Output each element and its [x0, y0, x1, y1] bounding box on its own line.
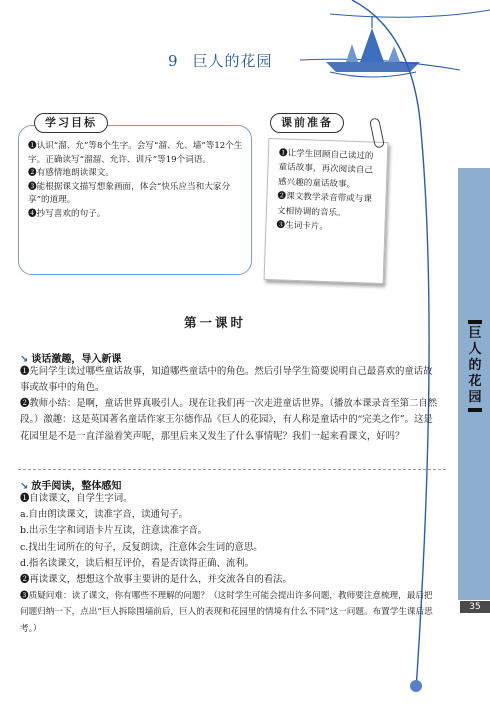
learning-goals-list: [28, 140, 250, 222]
preparation-list: [276, 146, 379, 236]
reading-step: b.出示生字和词语卡片互读，注意读准字音。: [20, 525, 208, 537]
reading-step: ❷再读课文，想想这个故事主要讲的是什么，并交流各自的看法。: [20, 574, 292, 586]
decor-top-curve: [330, 10, 490, 17]
preparation-label: 课前准备: [270, 113, 344, 133]
section-divider: [18, 469, 446, 470]
reading-step: c.找出生词所在的句子，反复朗读，注意体会生词的意思。: [20, 541, 263, 553]
section-heading-reading: [20, 477, 121, 492]
reading-step: a.自由朗读课文，读准字音，读通句子。: [20, 509, 188, 521]
learning-goals-label: 学习目标: [34, 113, 108, 133]
decor-bottom-dot: [410, 680, 422, 692]
lesson-title-text: 巨人的花园: [192, 52, 273, 70]
lesson-number: 9: [168, 52, 179, 70]
lesson-title: [168, 50, 273, 71]
prep-item: ❶让学生回顾自己读过的童话故事，再次阅读自己感兴趣的童话故事。: [277, 148, 374, 190]
goal-item: ❷有感情地朗读课文。: [28, 168, 114, 179]
side-tab-bar-top: [468, 320, 482, 324]
intro-paragraph-1: ❶先问学生读过哪些童话故事，知道哪些童话中的角色。然后引导学生简要说明自己最喜欢的童话故事或故事中的角色。: [20, 366, 433, 394]
side-tab-char: 人: [468, 342, 482, 357]
reading-step: ❸质疑问难：读了课文，你有哪些不理解的问题？（这时学生可能会提出许多问题，教师要注意梳理，最后把问题归纳一下，点出“巨人拆除围墙前后，巨人的表现和花园里的情境有什么不同”这一问题。布置学生课后思考。）: [20, 591, 433, 634]
goal-item: ❶认识“溜、允”等8个生字。会写“溜、允、墙”等12个生字。正确读写“溜溜、允许、训斥”等19个词语。: [28, 141, 243, 165]
prep-item: ❷课文教学录音带或与课文相协调的音乐。: [276, 191, 373, 219]
side-tab-char: 巨: [468, 326, 482, 341]
period-heading: 第一课时: [184, 315, 247, 330]
page-number: 35: [460, 601, 490, 613]
side-tab-char: 的: [468, 358, 482, 373]
prep-item: ❸生词卡片。: [276, 220, 329, 233]
reading-steps-list: [20, 491, 438, 637]
side-tab-bar-bottom: [468, 408, 482, 412]
side-tab-title: [466, 318, 484, 414]
preparation-note-card: [264, 138, 389, 284]
intro-paragraph-2: ❷教师小结：是啊，童话世界真吸引人。现在让我们再一次走进童话世界。（播放本课录音至第二自然段。）激趣：这是英国著名童话作家王尔德作品《巨人的花园》，有人称是童话中的“完美之作”。这是花园里是不是一直洋溢着笑声呢，那里后来又发生了什么事情呢？我们一起来看课文，好吗？: [20, 398, 438, 442]
goal-item: ❸能根据课文描写想象画面，体会“快乐应当和大家分享”的道理。: [28, 181, 231, 206]
side-tab-char: 园: [468, 390, 482, 405]
side-tab-char: 花: [468, 374, 482, 389]
goal-item: ❹抄写喜欢的句子。: [28, 208, 106, 219]
section-heading-intro: [20, 350, 121, 365]
reading-step: ❶自读课文，自学生字词。: [20, 493, 133, 504]
section-heading-text: 放手阅读，整体感知: [31, 481, 122, 492]
reading-step: d.指名读课文，读后相互评价，看是否读得正确、流利。: [20, 557, 254, 569]
castle-ship-drawing: [326, 16, 420, 77]
section-arrow-icon: ↘: [20, 354, 29, 365]
section-heading-text: 谈话激趣，导入新课: [31, 354, 122, 365]
section-arrow-icon: ↘: [20, 481, 29, 492]
